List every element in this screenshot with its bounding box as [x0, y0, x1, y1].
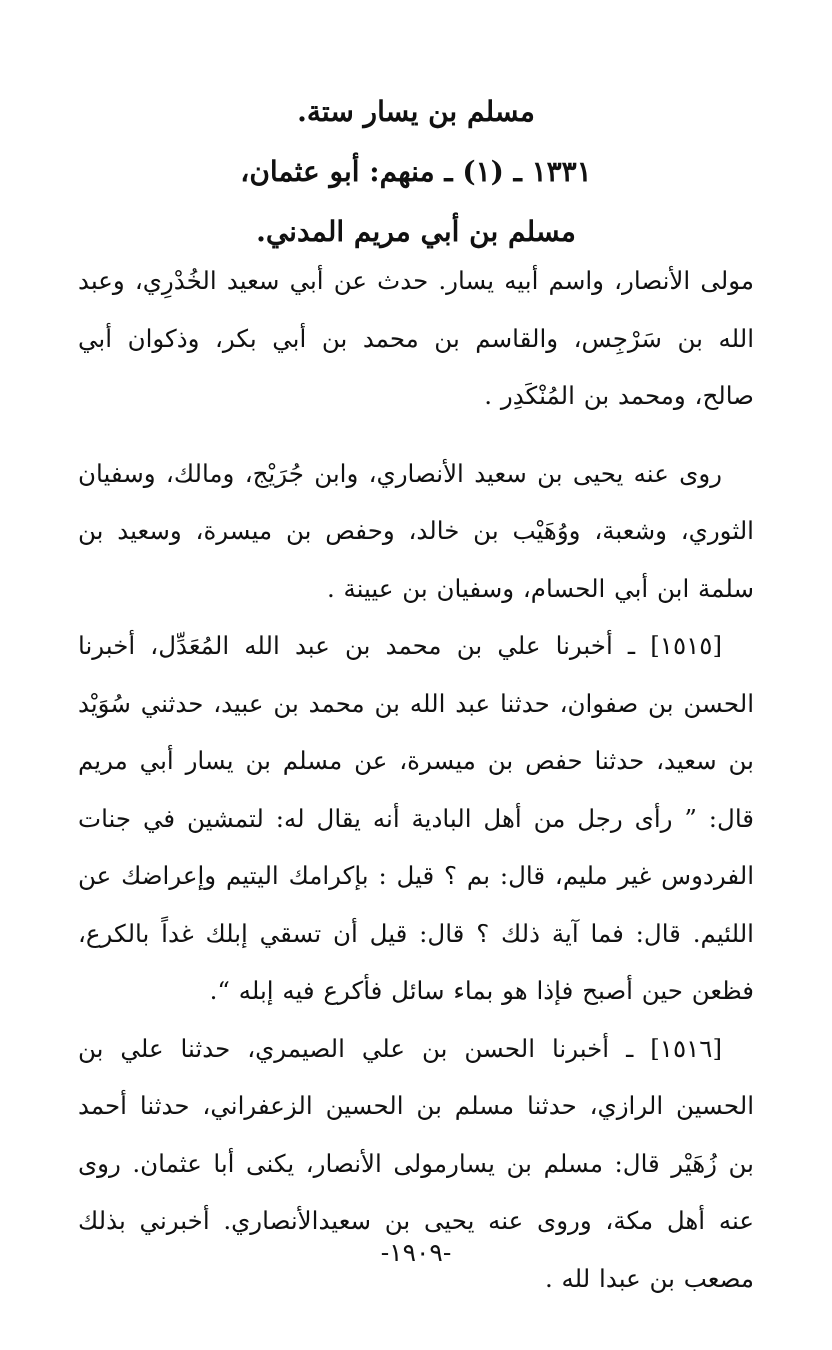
paragraph-hadith-1515: [١٥١٥] ـ أخبرنا علي بن محمد بن عبد الله المُعَدِّل، أخبرنا الحسن بن صفوان، حدثنا عبد الله بن محمد بن عبيد، حدثني سُوَيْد بن سعيد، حدثنا حفص بن ميسرة، عن مسلم بن يسار أبي مريم قال: ” رأى رجل من أهل البادية أنه يقال له: لتمشين في جنات الفردوس غير مليم، قال: بم ؟ قيل : بإكرامك اليتيم وإعراضك عن اللئيم. قال: فما آية ذلك ؟ قال: قيل أن تسقي إبلك غداً بالكرع، فظعن حين أصبح فإذا هو بماء سائل فأكرع فيه إبله “.	[78, 631, 754, 1005]
paragraph-hadith-1516: [١٥١٦] ـ أخبرنا الحسن بن علي الصيمري، حدثنا علي بن الحسين الرازي، حدثنا مسلم بن الحسين الزعفراني، حدثنا أحمد بن زُهَيْر قال: مسلم بن يسارمولى الأنصار، يكنى أبا عثمان. روى عنه أهل مكة، وروى عنه يحيى بن سعيدالأنصاري. أخبرني بذلك مصعب بن عبدا لله .	[78, 1033, 754, 1293]
heading-line-2: ١٣٣١ ـ (١) ـ منهم: أبو عثمان،	[240, 155, 592, 188]
entry-body	[78, 252, 754, 1307]
heading-line-1: مسلم بن يسار ستة.	[297, 95, 535, 128]
paragraph-biography: مولى الأنصار، واسم أبيه يسار. حدث عن أبي سعيد الخُدْرِي، وعبد الله بن سَرْجِس، والقاسم بن محمد بن أبي بكر، وذكوان أبي صالح، ومحمد بن المُنْكَدِر .	[78, 266, 754, 410]
paragraph-spacer	[78, 425, 754, 445]
paragraph-narrators: روى عنه يحيى بن سعيد الأنصاري، وابن جُرَيْج، ومالك، وسفيان الثوري، وشعبة، ووُهَيْب بن خالد، وحفص بن ميسرة، وسعيد بن سلمة ابن أبي الحسام، وسفيان بن عيينة .	[78, 458, 754, 603]
entry-heading	[60, 82, 772, 262]
page-number: -١٩٠٩-	[380, 1238, 452, 1267]
heading-line-3: مسلم بن أبي مريم المدني.	[256, 215, 576, 248]
